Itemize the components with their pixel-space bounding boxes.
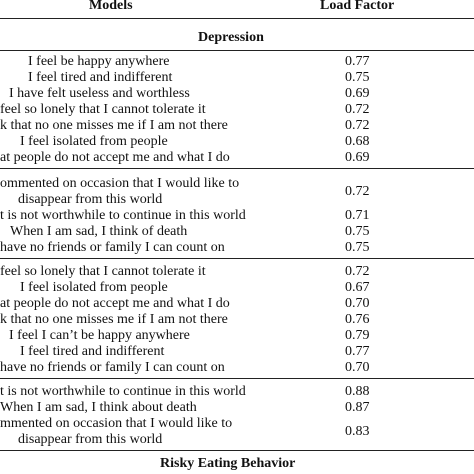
load-factor-value: 0.77 [345,344,370,359]
load-factor-value: 0.70 [345,296,370,311]
item-label: I feel tired and indifferent [20,344,165,359]
item-label: I feel isolated from people [20,134,168,149]
load-factor-value: 0.88 [345,384,370,399]
load-factor-value: 0.83 [345,424,370,439]
load-factor-value: 0.76 [345,312,370,327]
load-factor-value: 0.72 [345,264,370,279]
section-title-depression: Depression [198,30,264,45]
load-factor-value: 0.72 [345,118,370,133]
item-label: I feel isolated from people [20,280,168,295]
header-rule [0,18,474,19]
load-factor-value: 0.69 [345,86,370,101]
item-label: When I am sad, I think of death [10,224,188,239]
load-factor-value: 0.79 [345,328,370,343]
item-label: t is not worthwhile to continue in this world [0,384,246,399]
load-factor-value: 0.67 [345,280,370,295]
load-factor-value: 0.70 [345,360,370,375]
group-rule [0,378,474,379]
item-label: k that no one misses me if I am not there [0,118,228,133]
item-label: ommented on occasion that I would like to [0,176,240,191]
item-label: at people do not accept me and what I do [0,150,230,165]
load-factor-value: 0.75 [345,224,370,239]
section-rule [0,450,474,451]
item-label-continued: disappear from this world [18,432,163,447]
load-factor-value: 0.69 [345,150,370,165]
load-factor-value: 0.68 [345,134,370,149]
item-label: feel so lonely that I cannot tolerate it [0,102,206,117]
load-factor-value: 0.72 [345,102,370,117]
item-label: I feel I can’t be happy anywhere [9,328,190,343]
item-label: I feel tired and indifferent [28,70,173,85]
load-factor-value: 0.87 [345,400,370,415]
item-label: I have felt useless and worthless [9,86,190,101]
item-label: feel so lonely that I cannot tolerate it [0,264,206,279]
item-label: k that no one misses me if I am not there [0,312,228,327]
load-factor-column-header: Load Factor [320,0,395,13]
item-label: have no friends or family I can count on [0,360,225,375]
item-label: have no friends or family I can count on [0,240,225,255]
item-label: at people do not accept me and what I do [0,296,230,311]
load-factor-value: 0.71 [345,208,370,223]
section-rule [0,50,474,51]
models-column-header: Models [89,0,133,13]
load-factor-value: 0.75 [345,70,370,85]
item-label: I feel be happy anywhere [28,54,170,69]
item-label: mmented on occasion that I would like to [0,416,233,431]
group-rule [0,168,474,169]
group-rule [0,258,474,259]
load-factor-value: 0.72 [345,184,370,199]
load-factor-value: 0.77 [345,54,370,69]
item-label: When I am sad, I think about death [0,400,197,415]
load-factor-value: 0.75 [345,240,370,255]
item-label: t is not worthwhile to continue in this world [0,208,246,223]
section-title-risky-eating-behavior: Risky Eating Behavior [160,456,296,471]
item-label-continued: disappear from this world [18,192,163,207]
